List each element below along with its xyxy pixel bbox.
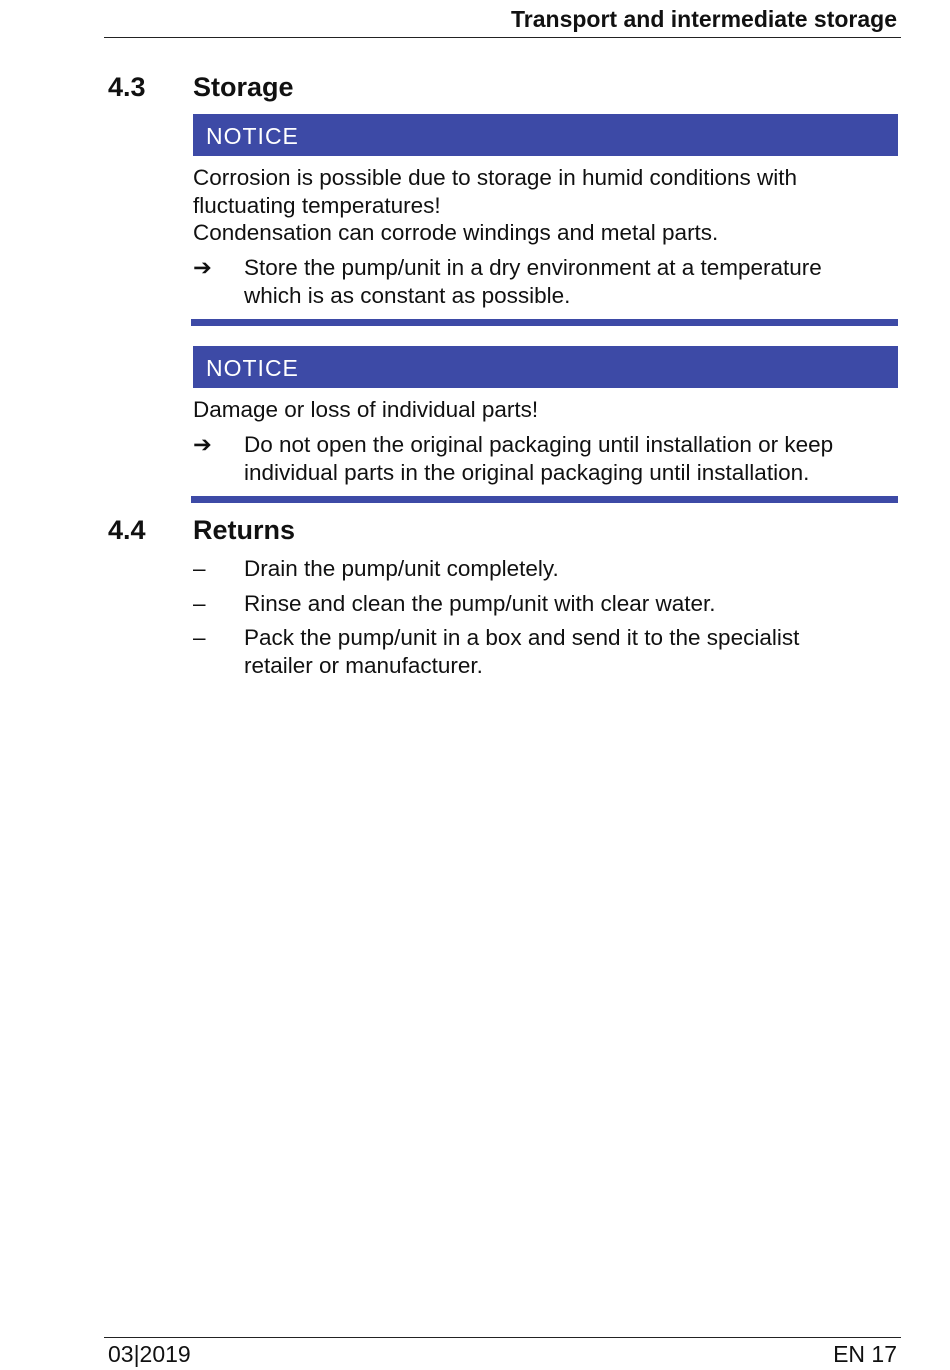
footer-rule bbox=[104, 1337, 901, 1338]
list-item bbox=[244, 624, 894, 679]
notice-end-rule bbox=[191, 319, 898, 326]
notice-banner: NOTICE bbox=[193, 114, 898, 156]
text-line: Pack the pump/unit in a box and send it to the specialist bbox=[244, 625, 800, 650]
header-rule bbox=[104, 37, 901, 38]
notice-end-rule bbox=[191, 496, 898, 503]
text-line: fluctuating temperatures! bbox=[193, 192, 441, 218]
text-line: Store the pump/unit in a dry environment at a temperature bbox=[244, 255, 822, 280]
section-number: 4.4 bbox=[108, 515, 146, 545]
text-line: Condensation can corrode windings and metal parts. bbox=[193, 220, 719, 245]
notice-action bbox=[244, 431, 894, 486]
notice-banner: NOTICE bbox=[193, 346, 898, 388]
dash-bullet: – bbox=[193, 591, 206, 616]
dash-bullet: – bbox=[193, 625, 206, 650]
text-line: Corrosion is possible due to storage in humid conditions with bbox=[193, 165, 798, 190]
text-line: retailer or manufacturer. bbox=[244, 652, 483, 678]
arrow-icon: ➔ bbox=[193, 432, 212, 457]
dash-bullet: – bbox=[193, 556, 206, 581]
list-item: Rinse and clean the pump/unit with clear water. bbox=[244, 591, 716, 616]
notice-action bbox=[244, 254, 894, 309]
notice-text bbox=[193, 164, 893, 247]
page-number: EN 17 bbox=[833, 1341, 897, 1367]
notice-text bbox=[193, 396, 893, 424]
section-number: 4.3 bbox=[108, 72, 146, 102]
text-line: which is as constant as possible. bbox=[244, 282, 571, 308]
text-line: Damage or loss of individual parts! bbox=[193, 397, 539, 422]
section-title: Returns bbox=[193, 515, 296, 545]
text-line: individual parts in the original packaging until installation. bbox=[244, 459, 810, 485]
footer-date: 03|2019 bbox=[108, 1341, 191, 1367]
text-line: Do not open the original packaging until installation or keep bbox=[244, 432, 834, 457]
running-header: Transport and intermediate storage bbox=[511, 6, 897, 32]
section-title: Storage bbox=[193, 72, 294, 102]
arrow-icon: ➔ bbox=[193, 255, 212, 280]
list-item: Drain the pump/unit completely. bbox=[244, 556, 559, 581]
